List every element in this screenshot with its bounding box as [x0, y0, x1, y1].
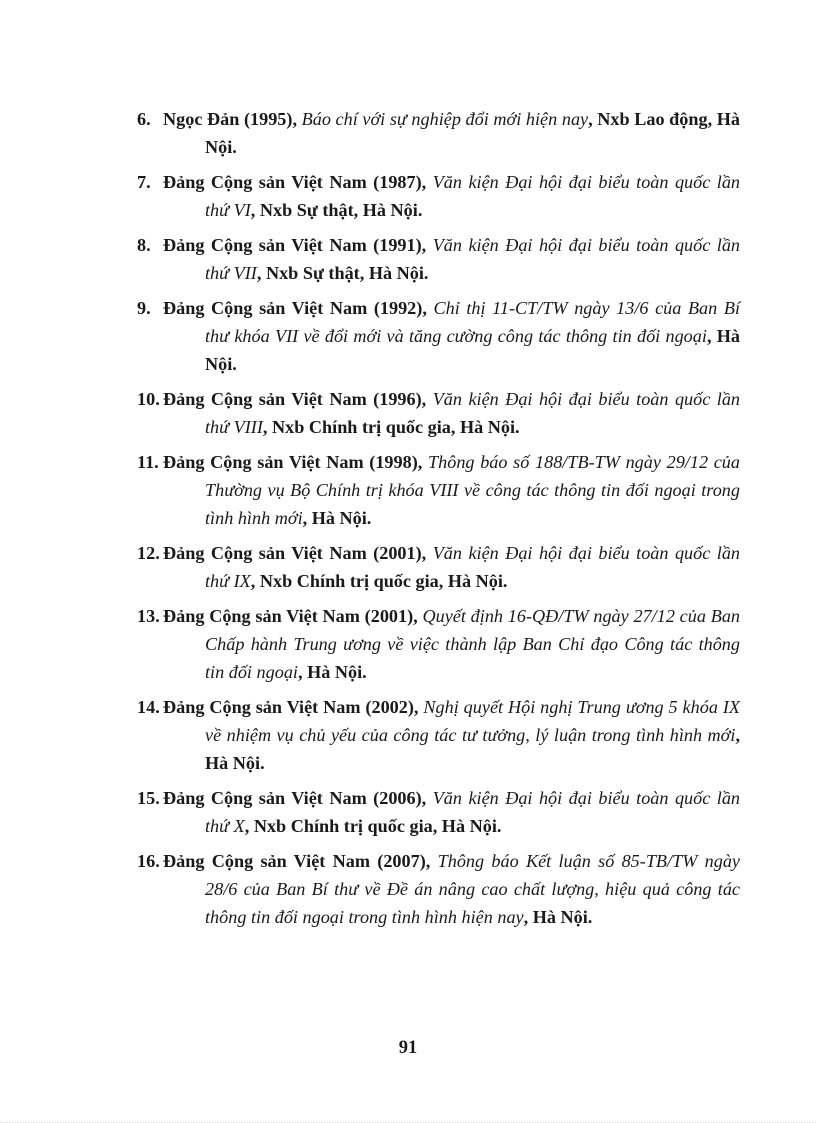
- reference-title: Văn kiện Đại hội đại biểu toàn quốc lần thứ X: [205, 788, 741, 836]
- reference-item: [137, 449, 740, 532]
- reference-title: Thông báo Kết luận số 85-TB/TW ngày 28/6 của Ban Bí thư về Đề án nâng cao chất lượng, hiệu quả công tác thông tin đối ngoại trong tình hình hiện nay: [205, 851, 740, 927]
- reference-author: Đảng Cộng sản Việt Nam (2006),: [163, 788, 433, 809]
- reference-author: Đảng Cộng sản Việt Nam (1987),: [163, 172, 433, 193]
- reference-number: 9.: [137, 298, 151, 319]
- reference-author: Đảng Cộng sản Việt Nam (1998),: [163, 452, 429, 473]
- reference-number: 7.: [137, 172, 151, 193]
- reference-number: 12.: [137, 543, 160, 564]
- reference-item: [137, 785, 740, 841]
- reference-publisher: , Nxb Chính trị quốc gia, Hà Nội.: [244, 815, 502, 836]
- reference-publisher: , Nxb Lao động, Hà Nội.: [205, 109, 740, 157]
- reference-number: 14.: [137, 697, 160, 718]
- reference-item: [137, 169, 740, 225]
- reference-publisher: , Nxb Sự thật, Hà Nội.: [256, 262, 429, 283]
- reference-author: Ngọc Đản (1995),: [163, 109, 302, 129]
- reference-item: [137, 603, 740, 686]
- reference-title: Văn kiện Đại hội đại biểu toàn quốc lần thứ VII: [205, 235, 741, 283]
- reference-list: [137, 106, 740, 939]
- reference-title: Báo chí với sự nghiệp đổi mới hiện nay: [301, 109, 589, 129]
- reference-number: 11.: [137, 452, 159, 473]
- reference-publisher: , Hà Nội.: [523, 906, 593, 927]
- reference-title: Chỉ thị 11-CT/TW ngày 13/6 của Ban Bí thư khóa VII về đổi mới và tăng cường công tác thông tin đối ngoại: [205, 298, 741, 347]
- reference-title: Thông báo số 188/TB-TW ngày 29/12 của Thường vụ Bộ Chính trị khóa VIII về công tác thông tin đối ngoại trong tình hình mới: [205, 452, 740, 528]
- page-number: 91: [398, 1038, 418, 1058]
- reference-publisher: , Nxb Chính trị quốc gia, Hà Nội.: [262, 416, 520, 437]
- reference-author: Đảng Cộng sản Việt Nam (2001),: [163, 543, 433, 564]
- reference-item: [137, 232, 740, 288]
- reference-title: Văn kiện Đại hội đại biểu toàn quốc lần thứ VI: [205, 172, 741, 220]
- reference-item: [137, 386, 740, 442]
- reference-author: Đảng Cộng sản Việt Nam (1991),: [163, 235, 433, 256]
- reference-title: Quyết định 16-QĐ/TW ngày 27/12 của Ban Chấp hành Trung ương về việc thành lập Ban Chỉ đạo Công tác thông tin đối ngoại: [205, 606, 741, 682]
- reference-publisher: , Hà Nội.: [297, 661, 367, 682]
- reference-number: 16.: [137, 851, 160, 872]
- reference-item: [137, 295, 740, 378]
- reference-author: Đảng Cộng sản Việt Nam (1992),: [163, 298, 434, 319]
- reference-number: 10.: [137, 389, 160, 410]
- reference-title: Nghị quyết Hội nghị Trung ương 5 khóa IX về nhiệm vụ chủ yếu của công tác tư tưởng, lý luận trong tình hình mới: [205, 697, 740, 745]
- reference-author: Đảng Cộng sản Việt Nam (2007),: [163, 851, 438, 872]
- reference-number: 15.: [137, 788, 160, 809]
- reference-number: 13.: [137, 606, 160, 627]
- reference-item: [137, 848, 740, 931]
- reference-publisher: , Hà Nội.: [205, 326, 740, 374]
- reference-author: Đảng Cộng sản Việt Nam (2002),: [163, 697, 424, 718]
- reference-publisher: , Nxb Sự thật, Hà Nội.: [250, 199, 423, 220]
- reference-publisher: , Hà Nội.: [302, 507, 372, 528]
- reference-author: Đảng Cộng sản Việt Nam (1996),: [163, 389, 433, 410]
- reference-title: Văn kiện Đại hội đại biểu toàn quốc lần thứ IX: [205, 543, 741, 591]
- reference-author: Đảng Cộng sản Việt Nam (2001),: [163, 606, 423, 627]
- reference-item: [137, 106, 740, 162]
- reference-publisher: , Nxb Chính trị quốc gia, Hà Nội.: [250, 570, 508, 591]
- reference-publisher: , Hà Nội.: [205, 724, 740, 773]
- reference-item: [137, 694, 740, 777]
- reference-item: [137, 540, 740, 596]
- reference-number: 8.: [137, 235, 151, 256]
- reference-number: 6.: [137, 109, 151, 129]
- reference-title: Văn kiện Đại hội đại biểu toàn quốc lần thứ VIII: [205, 389, 741, 437]
